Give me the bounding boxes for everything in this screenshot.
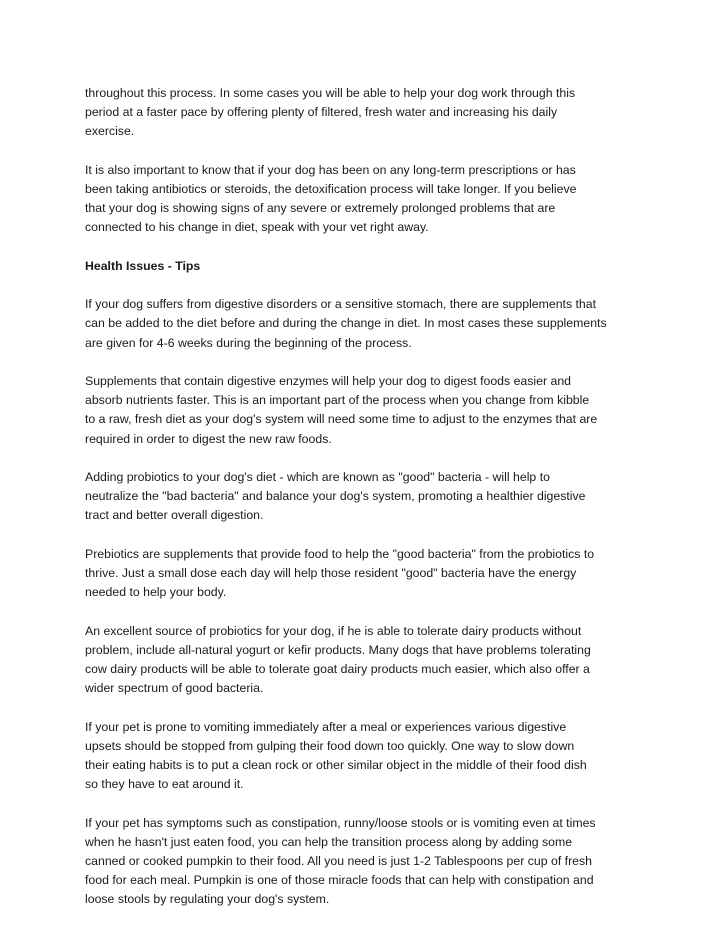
- paragraph-probiotics: Adding probiotics to your dog's diet - which are known as "good" bacteria - will help to neutralize the "bad bacteria" and balance your dog's system, promoting a healthier digestive tract and better overall digestion.: [85, 469, 586, 523]
- paragraph-vomiting: If your pet is prone to vomiting immediately after a meal or experiences various digestive upsets should be stopped from gulping their food down too quickly. One way to slow down their eating habits is to put a clean rock or other similar object in the middle of their food dish so they have to eat around it.: [85, 719, 587, 792]
- paragraph-pumpkin: If your pet has symptoms such as constipation, runny/loose stools or is vomiting even at times when he hasn't just eaten food, you can help the transition process along by adding some canned or cooked pumpkin to their food. All you need is just 1-2 Tablespoons per cup of fresh food for each meal. Pumpkin is one of those miracle foods that can help with constipation and loose stools by regulating your dog's system.: [85, 815, 596, 907]
- document-page: [85, 84, 650, 929]
- paragraph-detox-pace: throughout this process. In some cases you will be able to help your dog work through this period at a faster pace by offering plenty of filtered, fresh water and increasing his daily exercise.: [85, 86, 576, 139]
- section-heading: Health Issues - Tips: [85, 258, 201, 273]
- paragraph-supplements-intro: If your dog suffers from digestive disorders or a sensitive stomach, there are supplements that can be added to the diet before and during the change in diet. In most cases these supplements are given for 4-6 weeks during the beginning of the process.: [85, 297, 607, 350]
- paragraph-prescriptions: It is also important to know that if your dog has been on any long-term prescriptions or has been taking antibiotics or steroids, the detoxification process will take longer. If you believe that your dog is showing signs of any severe or extremely prolonged problems that are connected to his change in diet, speak with your vet right away.: [85, 162, 577, 235]
- paragraph-digestive-enzymes: Supplements that contain digestive enzymes will help your dog to digest foods easier and absorb nutrients faster. This is an important part of the process when you change from kibble to a raw, fresh diet as your dog's system will need some time to adjust to the enzymes that are required in order to digest the new raw foods.: [85, 373, 598, 446]
- paragraph-dairy-sources: An excellent source of probiotics for your dog, if he is able to tolerate dairy products without problem, include all-natural yogurt or kefir products. Many dogs that have problems tolerating cow dairy products will be able to tolerate goat dairy products much easier, which also offer a wider spectrum of good bacteria.: [85, 623, 591, 696]
- paragraph-prebiotics: Prebiotics are supplements that provide food to help the "good bacteria" from the probiotics to thrive. Just a small dose each day will help those resident "good" bacteria have the energy needed to help your body.: [85, 546, 595, 600]
